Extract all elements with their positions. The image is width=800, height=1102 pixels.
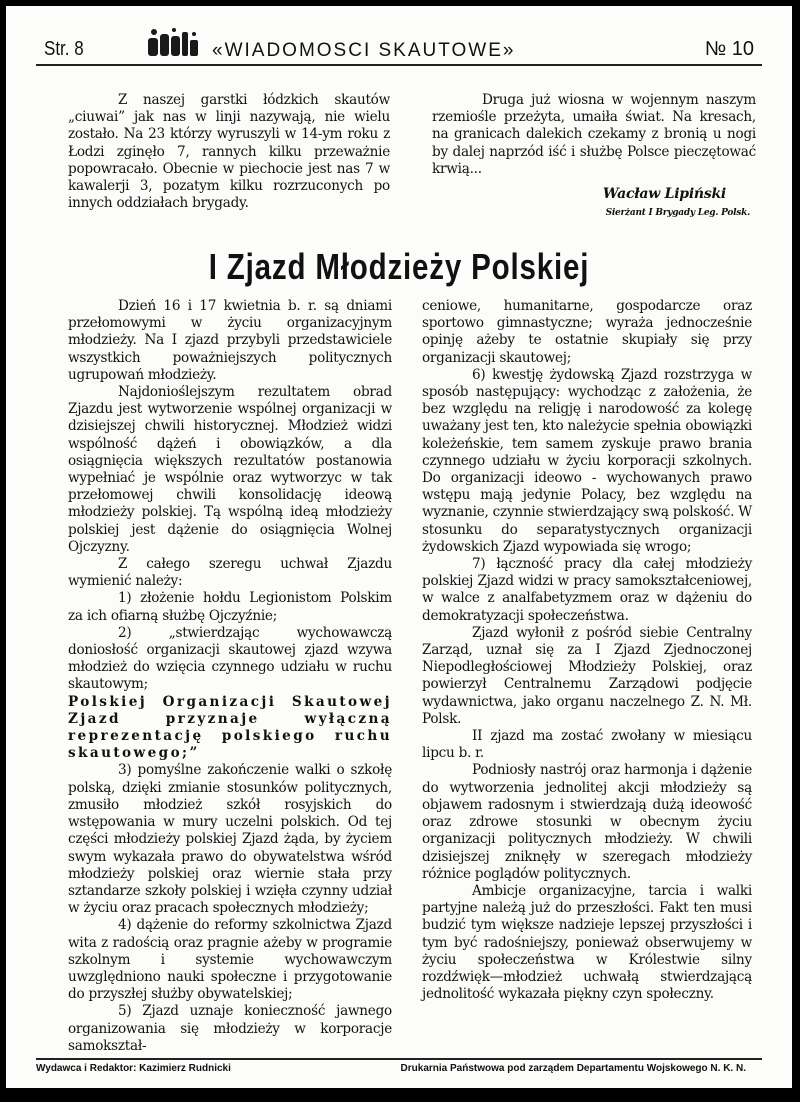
paragraph: Dzień 16 i 17 kwietnia b. r. są dniami przełomowymi w życiu organizacyjnym młodzieży. Na I zjazd przybyli przedstawiciele wszystkich poważniejszych politycznych ugrupowań młodzieży. bbox=[68, 298, 392, 383]
page-header bbox=[36, 34, 762, 66]
paragraph: Podniosły nastrój oraz harmonja i dążenie do wytworzenia jednolitej akcji młodzieży są objawem radosnym i stwierdzają dużą ideowość oraz zdrowe stosunki w obecnym życiu organizacji politycznych młodzieży. W chwili dzisiejszej zniknęły w szeregach młodzieży różnice poglądów politycznych. bbox=[422, 762, 752, 882]
resolution-item: 2) „stwierdzając wychowawczą doniosłość organizacji skautowej zjazd wzywa młodzież do wzięcia czynnego udziału w ruchu skautowym; bbox=[68, 624, 392, 693]
paragraph: Druga już wiosna w wojennym naszym rzemiośle przeżyta, umaiła świat. Na kresach, na granicach dalekich czekamy z bronią u nogi by dalej naprzód iść i służbę Polsce pieczętować krwią... bbox=[432, 92, 756, 177]
paragraph: ceniowe, humanitarne, gospodarcze oraz sportowo gimnastyczne; wyraża jednocześnie opinję ażeby te ostatnie skupiały się przy organizacji skautowej; bbox=[422, 298, 752, 366]
printer-credit: Drukarnia Państwowa pod zarządem Departamentu Wojskowego N. K. N. bbox=[400, 1063, 746, 1074]
article-left-column bbox=[68, 298, 392, 1055]
resolution-item: 5) Zjazd uznaje konieczność jawnego organizowania się młodzieży w korporacje samokształ- bbox=[68, 1003, 392, 1054]
article-title: I Zjazd Młodzieży Polskiej bbox=[208, 246, 590, 287]
resolution-item: 4) dążenie do reformy szkolnictwa Zjazd wita z radością oraz pragnie ażeby w programie szkolnym i systemie wychowawczym uwzględniono nauki społeczne i przygotowanie do przyszłej służby obywatelskiej; bbox=[68, 917, 392, 1003]
resolution-item: 7) łączność pracy dla całej młodzieży polskiej Zjazd widzi w pracy samokształceniowej, w walce z analfabetyzmem oraz w dążeniu do demokratyzacji społeczeństwa. bbox=[422, 556, 752, 624]
publisher-credit: Wydawca i Redaktor: Kazimierz Rudnicki bbox=[36, 1063, 231, 1074]
paragraph: II zjazd ma zostać zwołany w miesiącu lipcu b. r. bbox=[422, 728, 752, 762]
paragraph: Zjazd wyłonił z pośród siebie Centralny Zarząd, uznał się za I Zjazd Zjednoczonej Niepodległościowej Młodzieży Polskiej, oraz powierzył Centralnemu Zarządowi podjęcie wydawnictwa, jako organu naczelnego Z. N. Mł. Polsk. bbox=[422, 624, 752, 727]
signature-rank: Sierżant I Brygady Leg. Polsk. bbox=[605, 208, 750, 219]
resolution-item: 1) złożenie hołdu Legionistom Polskim za ich ofiarną służbę Ojczyźnie; bbox=[68, 590, 392, 624]
resolution-item: 6) kwestję żydowską Zjazd rozstrzyga w sposób następujący: wychodząc z założenia, że bez względu na religję i narodowość za kolegę uważany jest ten, kto należycie spełnia obowiązki koleżeńskie, tem samem zyskuje prawo brania czynnego udziału w życiu korporacji szkolnych. Do organizacji ideowo - wychowanych prawo wstępu mają jedynie Polacy, bez względu na wyznanie, czynnie stwierdzający swą polskość. W stosunku do separatystycznych organizacji żydowskich Zjazd wypowiada się wrogo; bbox=[422, 366, 752, 555]
paragraph: Z naszej garstki łódzkich skautów „ciuwai” jak nas w linji nazywają, nie wielu zostało. Na 23 którzy wyruszyli w 14-ym roku z Łodzi zginęło 7, rannych kilku przeważnie popowracało. Obecnie w piechocie jest nas 7 w kawalerji 3, pozatym kilku rozrzuconych po innych oddziałach brygady. bbox=[68, 92, 390, 212]
resolution-item-emphasis: Polskiej Organizacji Skautowej Zjazd przyznaje wyłączną reprezentację polskiego ruchu skautowego;” bbox=[68, 693, 392, 762]
resolution-item: 3) pomyślne zakończenie walki o szkołę polską, dzięki zmianie stosunków politycznych, zmusiło młodzież szkół rosyjskich do wstępowania w mury uczelni polskich. Od tej części młodzieży polskiej Zjazd żąda, by życiem swym wykazała prawo do obywatelstwa wśród młodzieży polskiej oraz wiernie stała przy sztandarze szkoły polskiej i wzięła czynny udział w życiu oraz pracach społecznych młodzieży; bbox=[68, 762, 392, 917]
page-number: Str. 8 bbox=[44, 38, 84, 60]
issue-number: № 10 bbox=[704, 38, 754, 60]
paragraph: Ambicje organizacyjne, tarcia i walki partyjne należą już do przeszłości. Fakt ten musi budzić tym większe nadzieje lepszej przyszłości i tym być radośniejszy, ponieważ obserwujemy w życiu społeczeństwa w Królestwie silny rozdźwięk—młodzież uchwałą stwierdzającą jednolitość wykazała piękny czyn społeczny. bbox=[422, 882, 752, 1003]
newspaper-page bbox=[6, 6, 792, 1088]
page-footer bbox=[36, 1058, 762, 1074]
paragraph: Najdonioślejszym rezultatem obrad Zjazdu jest wytworzenie wspólnej organizacji w dzisiejszej chwili historycznej. Młodzież widzi wspólność dążeń i obowiązków, a dla osiągnięcia większych rezultatów postanowia wypełniać je wspólnie oraz wytworzyc w tak przełomowej chwili konsolidację ideową młodzieży polskiej. Tą wspólną ideą młodzieży polskiej jest dążenie do osiągnięcia Wolnej Ojczyzny. bbox=[68, 384, 392, 555]
masthead-title: «WIADOMOSCI SKAUTOWE» bbox=[212, 40, 516, 61]
signature: Wacław Lipiński bbox=[602, 186, 726, 203]
paragraph: Z całego szeregu uchwał Zjazdu wymienić należy: bbox=[68, 556, 392, 590]
article-right-column bbox=[422, 298, 752, 1003]
scout-emblem-icon bbox=[144, 26, 206, 60]
top-right-column bbox=[432, 92, 756, 222]
top-left-column bbox=[68, 92, 390, 212]
